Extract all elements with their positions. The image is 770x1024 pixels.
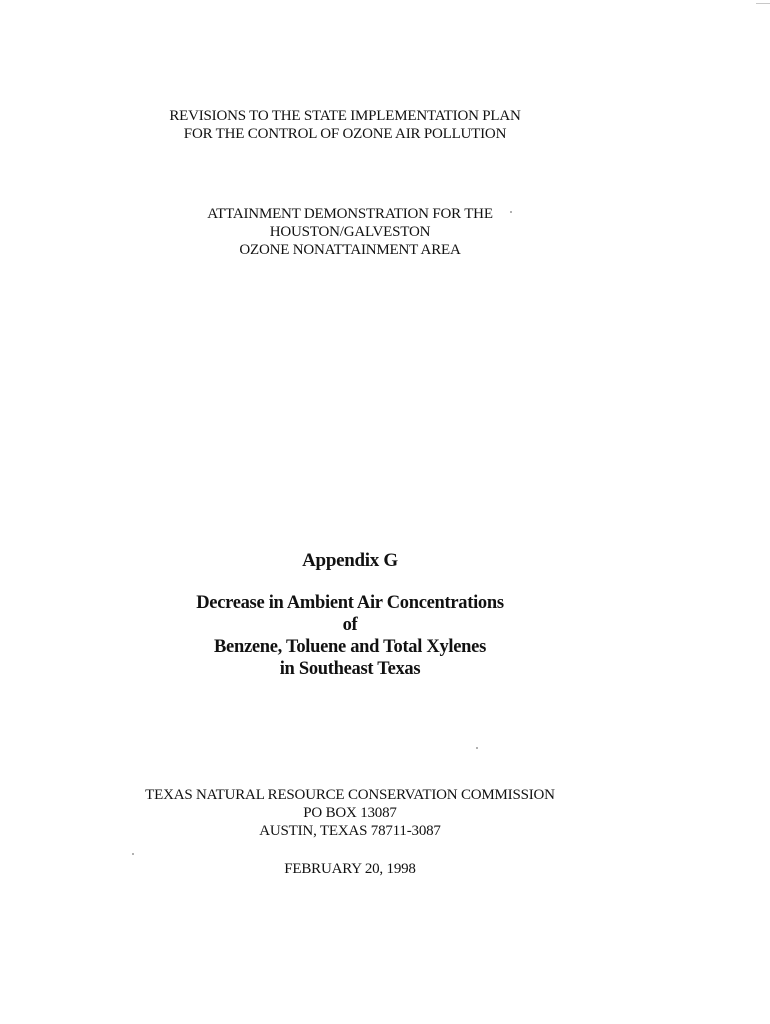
subheader-line-3: OZONE NONATTAINMENT AREA bbox=[239, 242, 461, 258]
appendix-title: Appendix G bbox=[302, 550, 398, 571]
appendix-subtitle-line-2: of bbox=[342, 615, 358, 635]
appendix-subtitle-line-4: in Southeast Texas bbox=[279, 659, 421, 679]
agency-po-box: PO BOX 13087 bbox=[303, 805, 397, 821]
scan-speck bbox=[510, 211, 512, 213]
appendix-subtitle-line-1: Decrease in Ambient Air Concentrations bbox=[196, 593, 504, 613]
agency-city: AUSTIN, TEXAS 78711-3087 bbox=[259, 823, 441, 839]
scan-speck bbox=[132, 853, 134, 855]
scan-speck bbox=[476, 747, 478, 749]
appendix-subtitle-line-3: Benzene, Toluene and Total Xylenes bbox=[214, 637, 486, 657]
document-date: FEBRUARY 20, 1998 bbox=[284, 861, 416, 877]
header-line-2: FOR THE CONTROL OF OZONE AIR POLLUTION bbox=[183, 126, 507, 142]
agency-name: TEXAS NATURAL RESOURCE CONSERVATION COMMISSION bbox=[145, 787, 555, 803]
scan-edge-mark bbox=[756, 3, 770, 4]
subheader-line-2: HOUSTON/GALVESTON bbox=[269, 224, 431, 240]
header-line-1: REVISIONS TO THE STATE IMPLEMENTATION PLAN bbox=[169, 108, 521, 124]
subheader-line-1: ATTAINMENT DEMONSTRATION FOR THE bbox=[207, 206, 493, 222]
